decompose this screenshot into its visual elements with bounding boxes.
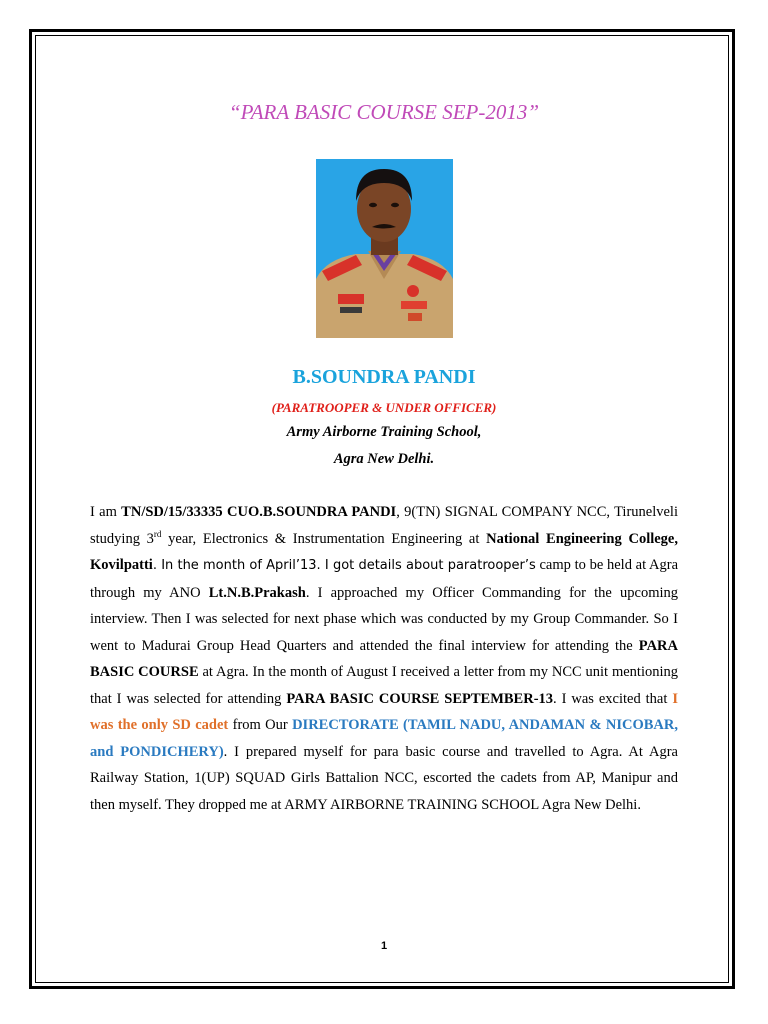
ano-name-bold: Lt.N.B.Prakash <box>208 584 306 601</box>
body-text: at Agra. In the month of August I received a letter from my NCC unit mentioning that I was selected for attending <box>90 664 679 707</box>
body-text: . In the month of April’13. I got details about paratrooper’s <box>152 558 536 573</box>
ordinal-superscript: rd <box>153 528 162 539</box>
body-text: , 9(TN) SIGNAL COMPANY NCC, Tirunelveli studying 3 <box>90 504 678 547</box>
body-text: I am <box>90 504 122 520</box>
cadet-id-bold: TN/SD/15/33335 CUO.B.SOUNDRA PANDI <box>121 504 397 520</box>
body-paragraph <box>90 499 678 818</box>
body-text: . I was excited that <box>553 690 673 707</box>
document-title: “PARA BASIC COURSE SEP-2013” <box>228 100 540 124</box>
course-name-bold: PARA BASIC COURSE <box>90 637 678 680</box>
body-text: . I prepared myself for para basic course and travelled to Agra. At Agra Railway Station, 1(UP) SQUAD Girls Battalion NCC, escorted the cadets from AP, Manipur and then myself. They dropped me at ARMY AIRBORNE TRAINING SCHOOL Agra New Delhi. <box>90 743 678 813</box>
body-text: year, Electronics & Instrumentation Engineering at <box>161 530 487 547</box>
college-name-bold: National Engineering College, Kovilpatti <box>90 530 678 573</box>
highlight-directorate: DIRECTORATE (TAMIL NADU, ANDAMAN & NICOBAR, and PONDICHERY) <box>90 717 678 760</box>
institution-line-1: Army Airborne Training School, <box>286 424 482 440</box>
body-text: from Our <box>228 717 293 733</box>
course-date-bold: PARA BASIC COURSE SEPTEMBER-13 <box>286 690 554 707</box>
cadet-name: B.SOUNDRA PANDI <box>292 366 476 388</box>
page-number: 1 <box>380 940 388 952</box>
cadet-role: (PARATROOPER & UNDER OFFICER) <box>271 400 497 415</box>
body-text: . I approached my Officer Commanding for the upcoming interview. Then I was selected for next phase which was conducted by my Group Commander. So I went to Madurai Group Head Quarters and attended the final interview for attending the <box>90 584 678 654</box>
highlight-only-sd-cadet: I was the only SD cadet <box>90 690 678 733</box>
cadet-photo <box>316 159 453 338</box>
institution-line-2: Agra New Delhi. <box>333 451 435 467</box>
body-text: camp to be held at Agra through my ANO <box>90 557 679 601</box>
